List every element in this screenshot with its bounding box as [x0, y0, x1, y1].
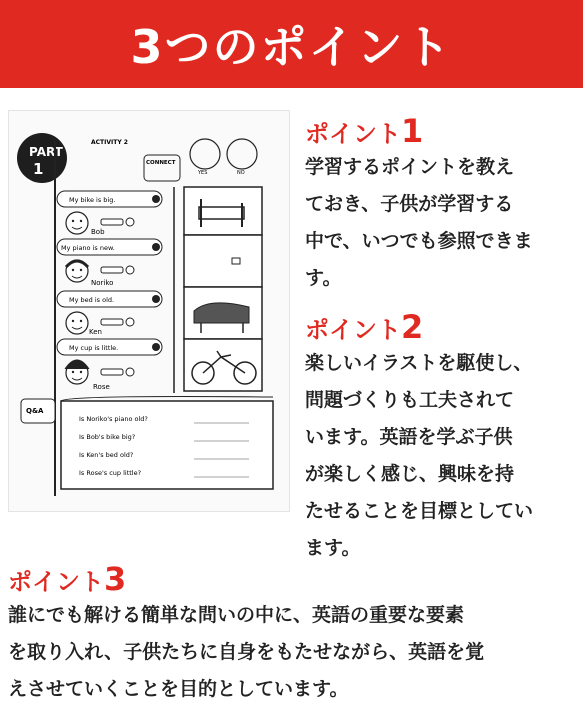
no-label: NO: [237, 170, 245, 176]
point-1-line: ておき、子供が学習する: [305, 193, 514, 215]
page-title: 3つのポイント: [130, 20, 453, 74]
picture-box-cup: [184, 235, 262, 287]
point-2-heading: [305, 308, 423, 346]
name-ken: Ken: [89, 328, 102, 336]
point-2-line: 楽しいイラストを駆使し、: [305, 352, 533, 374]
sentence-3: My bed is old.: [69, 296, 115, 304]
question-3: Is Ken's bed old?: [79, 451, 134, 459]
point-3-line: えさせていくことを目的としています。: [8, 678, 349, 700]
point-2-number: 2: [401, 308, 424, 346]
sentence-2: My piano is new.: [61, 244, 115, 252]
point-2-label: ポイント: [305, 316, 401, 344]
point-3-line: 誰にでも解ける簡単な問いの中に、英語の重要な要素: [8, 604, 465, 626]
part-number: 1: [33, 160, 44, 178]
point-1-heading: [305, 112, 423, 150]
point-2-line: 問題づくりも工夫されて: [305, 389, 515, 411]
connect-box: [144, 155, 180, 181]
yes-label: YES: [198, 170, 208, 176]
point-3-text: [8, 597, 580, 708]
activity-label: ACTIVITY 2: [91, 139, 128, 146]
sentence-4: My cup is little.: [69, 344, 119, 352]
sentence-1: My bike is big.: [69, 196, 116, 204]
worksheet-illustration: [9, 111, 289, 511]
qa-label: Q&A: [26, 407, 44, 415]
point-2-line: たせることを目標としてい: [305, 500, 534, 522]
point-2-line: が楽しく感じ、興味を持: [305, 463, 515, 485]
child-face-icon: [66, 212, 88, 234]
point-3-label: ポイント: [8, 568, 104, 596]
point-3-number: 3: [104, 560, 127, 598]
point-3-heading: [8, 560, 126, 598]
name-bob: Bob: [91, 228, 105, 236]
header-banner: [0, 0, 583, 88]
point-2-text: [305, 345, 579, 567]
name-noriko: Noriko: [91, 279, 114, 287]
point-1-text: [305, 149, 579, 297]
point-1-label: ポイント: [305, 120, 401, 148]
question-2: Is Bob's bike big?: [79, 433, 136, 441]
no-face-icon: [227, 139, 257, 169]
point-1-number: 1: [401, 112, 424, 150]
point-1-line: 学習するポイントを教え: [305, 156, 515, 178]
question-4: Is Rose's cup little?: [79, 469, 142, 477]
point-2-line: ます。: [305, 537, 361, 559]
point-1-line: 中で、いつでも参照できま: [305, 230, 533, 252]
child-face-icon: [66, 312, 88, 334]
point-2-line: います。英語を学ぶ子供: [305, 426, 513, 448]
point-1-line: す。: [305, 267, 342, 289]
name-rose: Rose: [93, 383, 110, 391]
worksheet-sample: [8, 110, 290, 512]
connect-label: CONNECT: [146, 160, 176, 166]
yes-face-icon: [190, 139, 220, 169]
picture-box-bed: [184, 187, 262, 235]
point-3-line: を取り入れ、子供たちに自身をもたせながら、英語を覚: [8, 641, 485, 663]
part-label: PART: [29, 145, 63, 159]
question-1: Is Noriko's piano old?: [79, 415, 148, 423]
